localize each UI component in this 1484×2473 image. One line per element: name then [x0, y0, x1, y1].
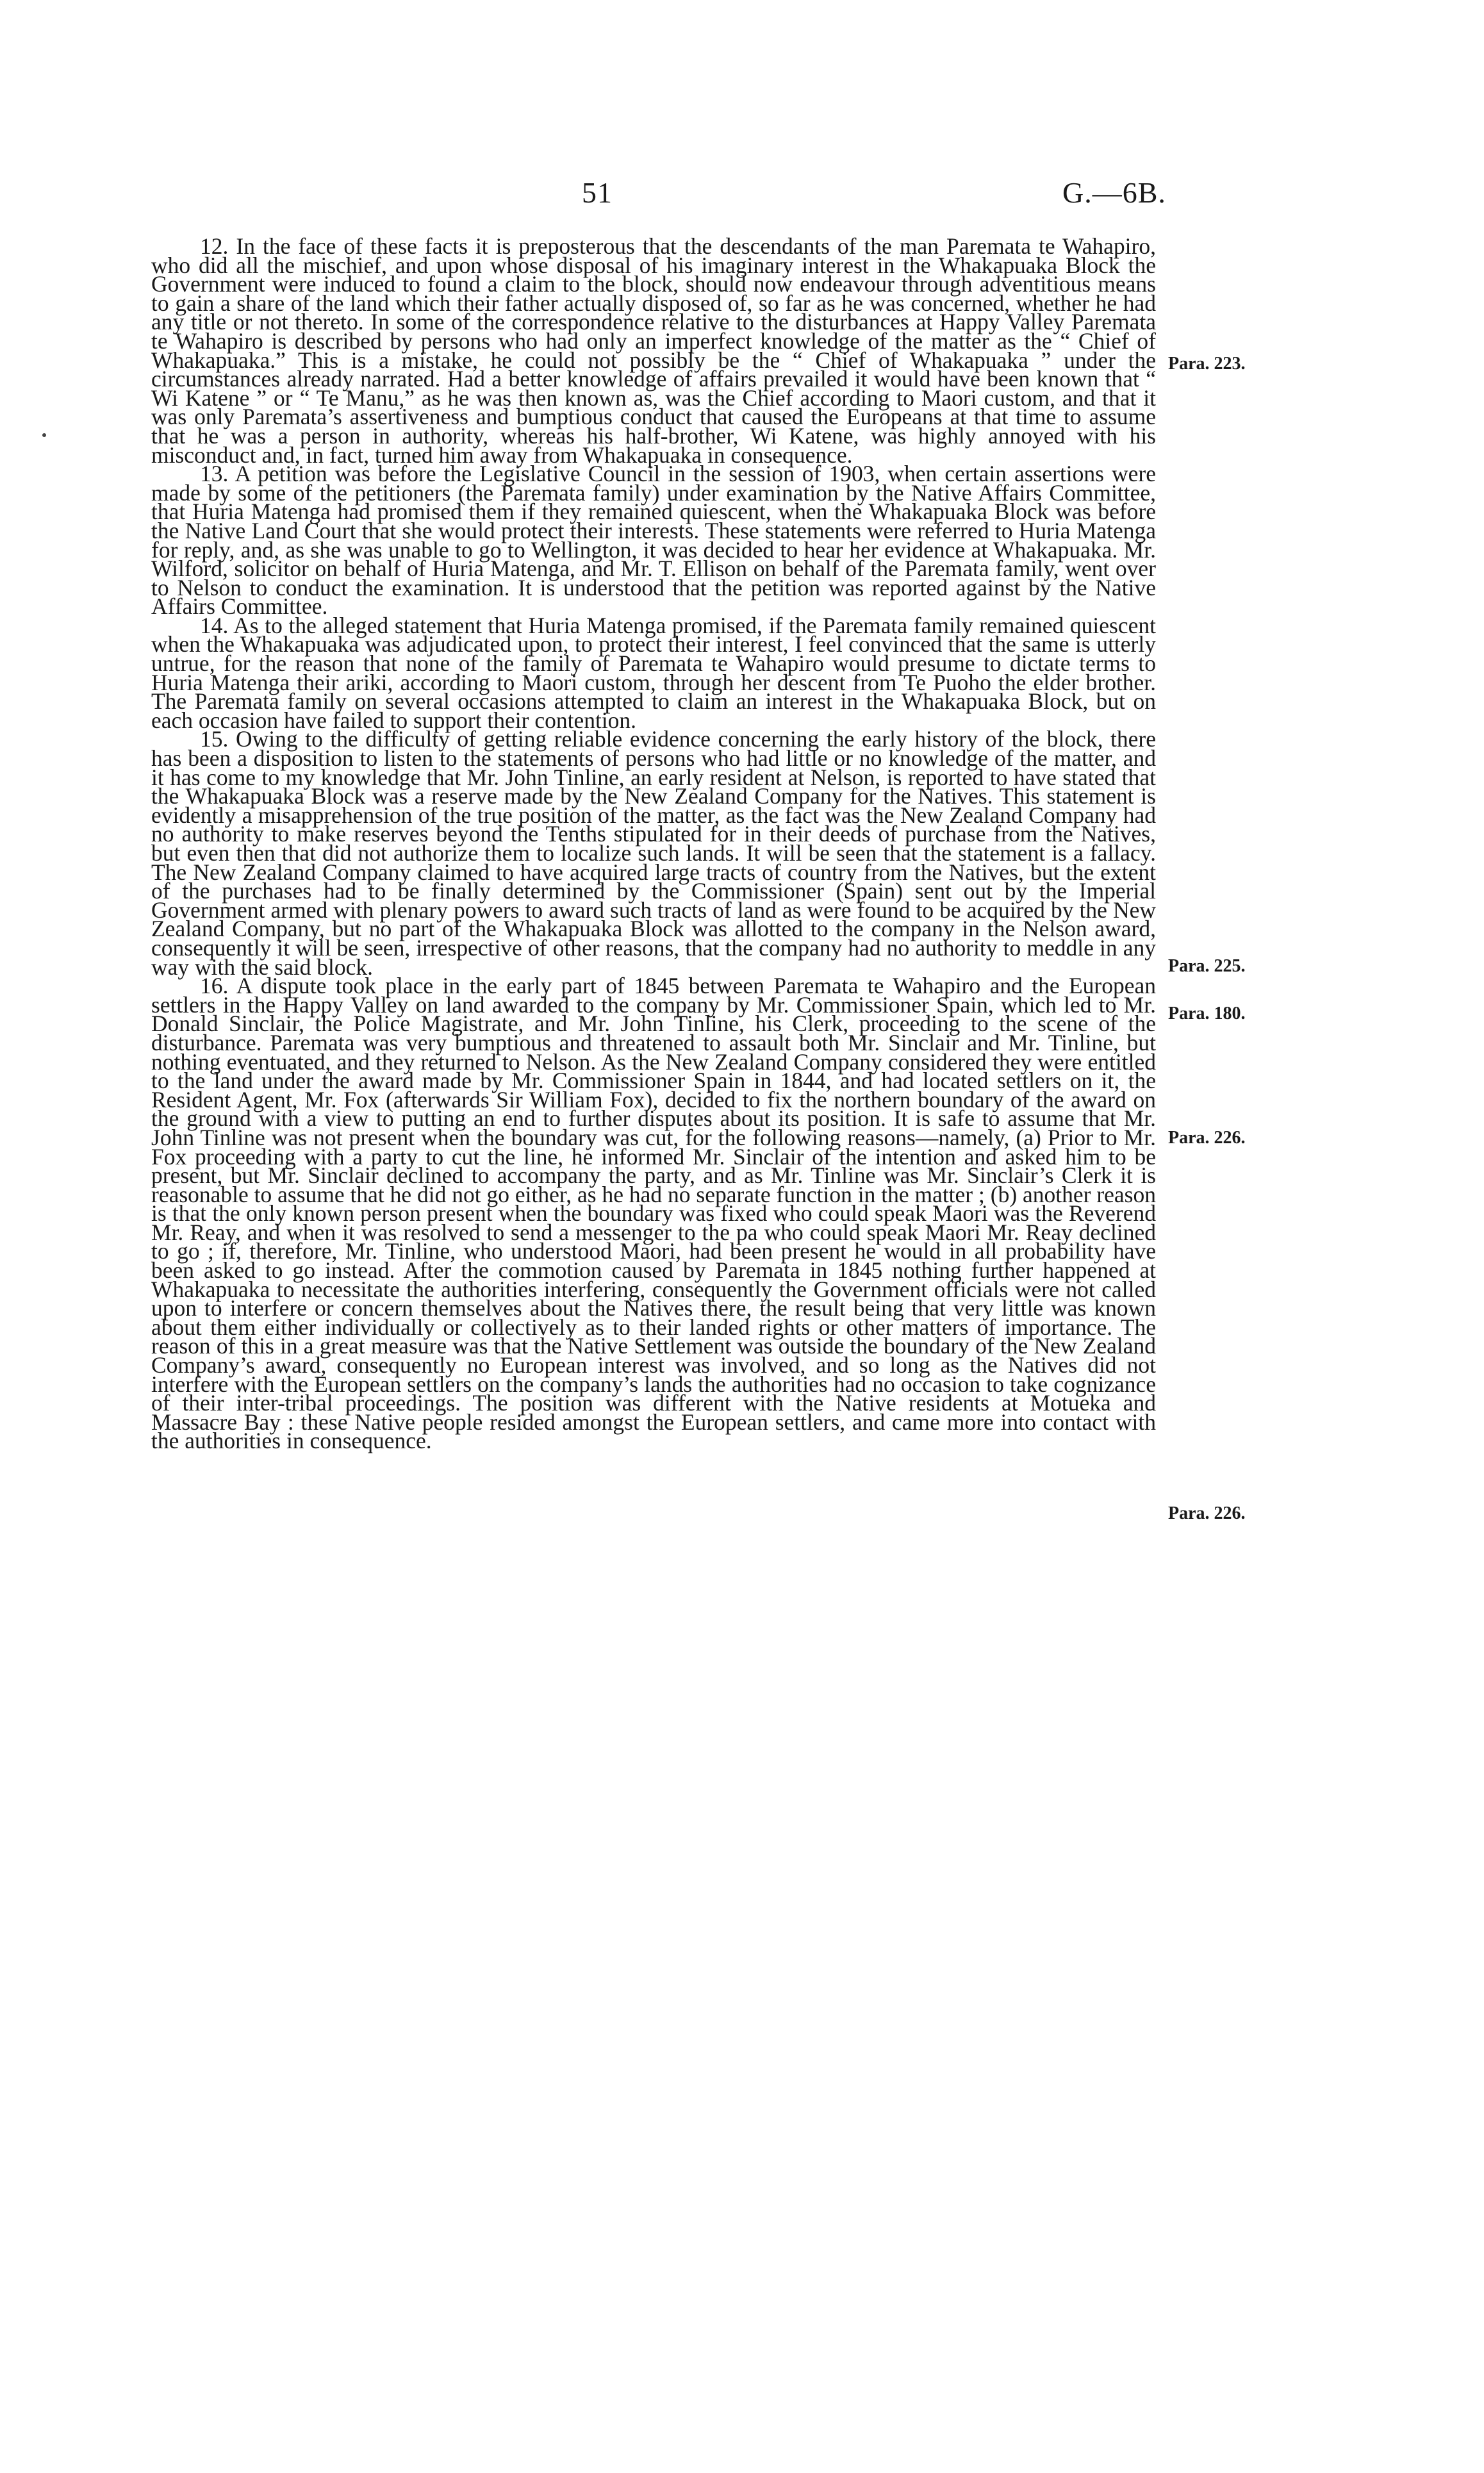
margin-note-para-223: Para. 223.	[1168, 354, 1246, 374]
body-text	[151, 233, 1156, 1454]
paragraph-14: 14. As to the alleged statement that Huria Matenga promised, if the Paremata family remained quiescent when the Whakapuaka was adjudicated upon, to protect their interest, I feel convinced that the same is utterly untrue, for the reason that none of the family of Paremata te Wahapiro would presume to dictate terms to Huria Matenga their ariki, according to Maori custom, through her descent from Te Puoho the elder brother. The Paremata family on several occasions attempted to claim an interest in the Whakapuaka Block, but on each occasion have failed to support their contention.	[151, 612, 1156, 733]
margin-note-para-180: Para. 180.	[1168, 1004, 1246, 1023]
stray-mark	[42, 433, 46, 437]
paragraph-15: 15. Owing to the difficulty of getting reliable evidence concerning the early history of the block, there has been a disposition to listen to the statements of persons who had little or no knowledge of the matter, and it has come to my knowledge that Mr. John Tinline, an early resident at Nelson, is reported to have stated that the Whakapuaka Block was a reserve made by the New Zealand Company for the Natives. This statement is evidently a misapprehension of the true position of the matter, as the fact was the New Zealand Company had no authority to make reserves beyond the Tenths stipulated for in their deeds of purchase from the Natives, but even then that did not authorize them to localize such lands. It will be seen that the statement is a fallacy. The New Zealand Company claimed to have acquired large tracts of country from the Natives, but the extent of the purchases had to be finally determined by the Commissioner (Spain) sent out by the Imperial Government armed with plenary powers to award such tracts of land as were found to be acquired by the New Zealand Company, but no part of the Whakapuaka Block was allotted to the company in the Nelson award, consequently it will be seen, irrespective of other reasons, that the company had no authority to meddle in any way with the said block.	[151, 726, 1156, 980]
margin-note-para-225: Para. 225.	[1168, 956, 1246, 976]
document-reference: G.—6B.	[1062, 176, 1166, 209]
paragraph-13: 13. A petition was before the Legislative Council in the session of 1903, when certain assertions were made by some of the petitioners (the Paremata family) under examination by the Native Affairs Committee, that Huria Matenga had promised them if they remained quiescent, when the Whakapuaka Block was before the Native Land Court that she would protect their interests. These statements were referred to Huria Matenga for reply, and, as she was unable to go to Wellington, it was decided to hear her evidence at Whakapuaka. Mr. Wilford, solicitor on behalf of Huria Matenga, and Mr. T. Ellison on behalf of the Paremata family, went over to Nelson to conduct the examination. It is understood that the petition was reported against by the Native Affairs Committee.	[151, 461, 1156, 620]
page-number: 51	[582, 176, 613, 209]
paragraph-12: 12. In the face of these facts it is preposterous that the descendants of the man Paremata te Wahapiro, who did all the mischief, and upon whose disposal of his imaginary interest in the Whakapuaka Block the Government were induced to found a claim to the block, should now endeavour through adventitious means to gain a share of the land which their father actually disposed of, so far as he was concerned, whether he had any title or not thereto. In some of the correspondence relative to the disturbances at Happy Valley Paremata te Wahapiro is described by persons who had only an imperfect knowledge of the matter as the “ Chief of Whakapuaka.” This is a mistake, he could not possibly be the “ Chief of Whakapuaka ” under the circumstances already narrated. Had a better knowledge of affairs prevailed it would have been known that “ Wi Katene ” or “ Te Manu,” as he was then known as, was the Chief according to Maori custom, and that it was only Paremata’s assertiveness and bumptious conduct that caused the Europeans at that time to assume that he was a person in authority, whereas his half-brother, Wi Katene, was highly annoyed with his misconduct and, in fact, turned him away from Whakapuaka in consequence.	[151, 233, 1156, 468]
paragraph-16: 16. A dispute took place in the early part of 1845 between Paremata te Wahapiro and the European settlers in the Happy Valley on land awarded to the company by Mr. Commissioner Spain, which led to Mr. Donald Sinclair, the Police Magistrate, and Mr. John Tinline, his Clerk, proceeding to the scene of the disturbance. Paremata was very bumptious and threatened to assault both Mr. Sinclair and Mr. Tinline, but nothing eventuated, and they returned to Nelson. As the New Zealand Company considered they were entitled to the land under the award made by Mr. Commissioner Spain in 1844, and had located settlers on it, the Resident Agent, Mr. Fox (afterwards Sir William Fox), decided to fix the northern boundary of the award on the ground with a view to putting an end to further disputes about its position. It is safe to assume that Mr. John Tinline was not present when the boundary was cut, for the following reasons—namely, (a) Prior to Mr. Fox proceeding with a party to cut the line, he informed Mr. Sinclair of the intention and asked him to be present, but Mr. Sinclair declined to accompany the party, and as Mr. Tinline was Mr. Sinclair’s Clerk it is reasonable to assume that he did not go either, as he had no separate function in the matter ; (b) another reason is that the only known person present when the boundary was fixed who could speak Maori was the Reverend Mr. Reay, and when it was resolved to send a messenger to the pa who could speak Maori Mr. Reay declined to go ; if, therefore, Mr. Tinline, who understood Maori, had been present he would in all probability have been asked to go instead. After the commotion caused by Paremata in 1845 nothing further happened at Whakapuaka to necessitate the authorities interfering, consequently the Government officials were not called upon to interfere or concern themselves about the Natives there, the result being that very little was known about them either individually or collectively as to their landed rights or other matters of importance. The reason of this in a great measure was that the Native Settlement was outside the boundary of the New Zealand Company’s award, consequently no European interest was involved, and so long as the Natives did not interfere with the European settlers on the company’s lands the authorities had no occasion to take cognizance of their inter-tribal proceedings. The position was different with the Native residents at Motueka and Massacre Bay : these Native people resided amongst the European settlers, and came more into contact with the authorities in consequence.	[151, 973, 1156, 1454]
margin-note-para-226-a: Para. 226.	[1168, 1128, 1246, 1148]
margin-note-para-226-b: Para. 226.	[1168, 1503, 1246, 1523]
